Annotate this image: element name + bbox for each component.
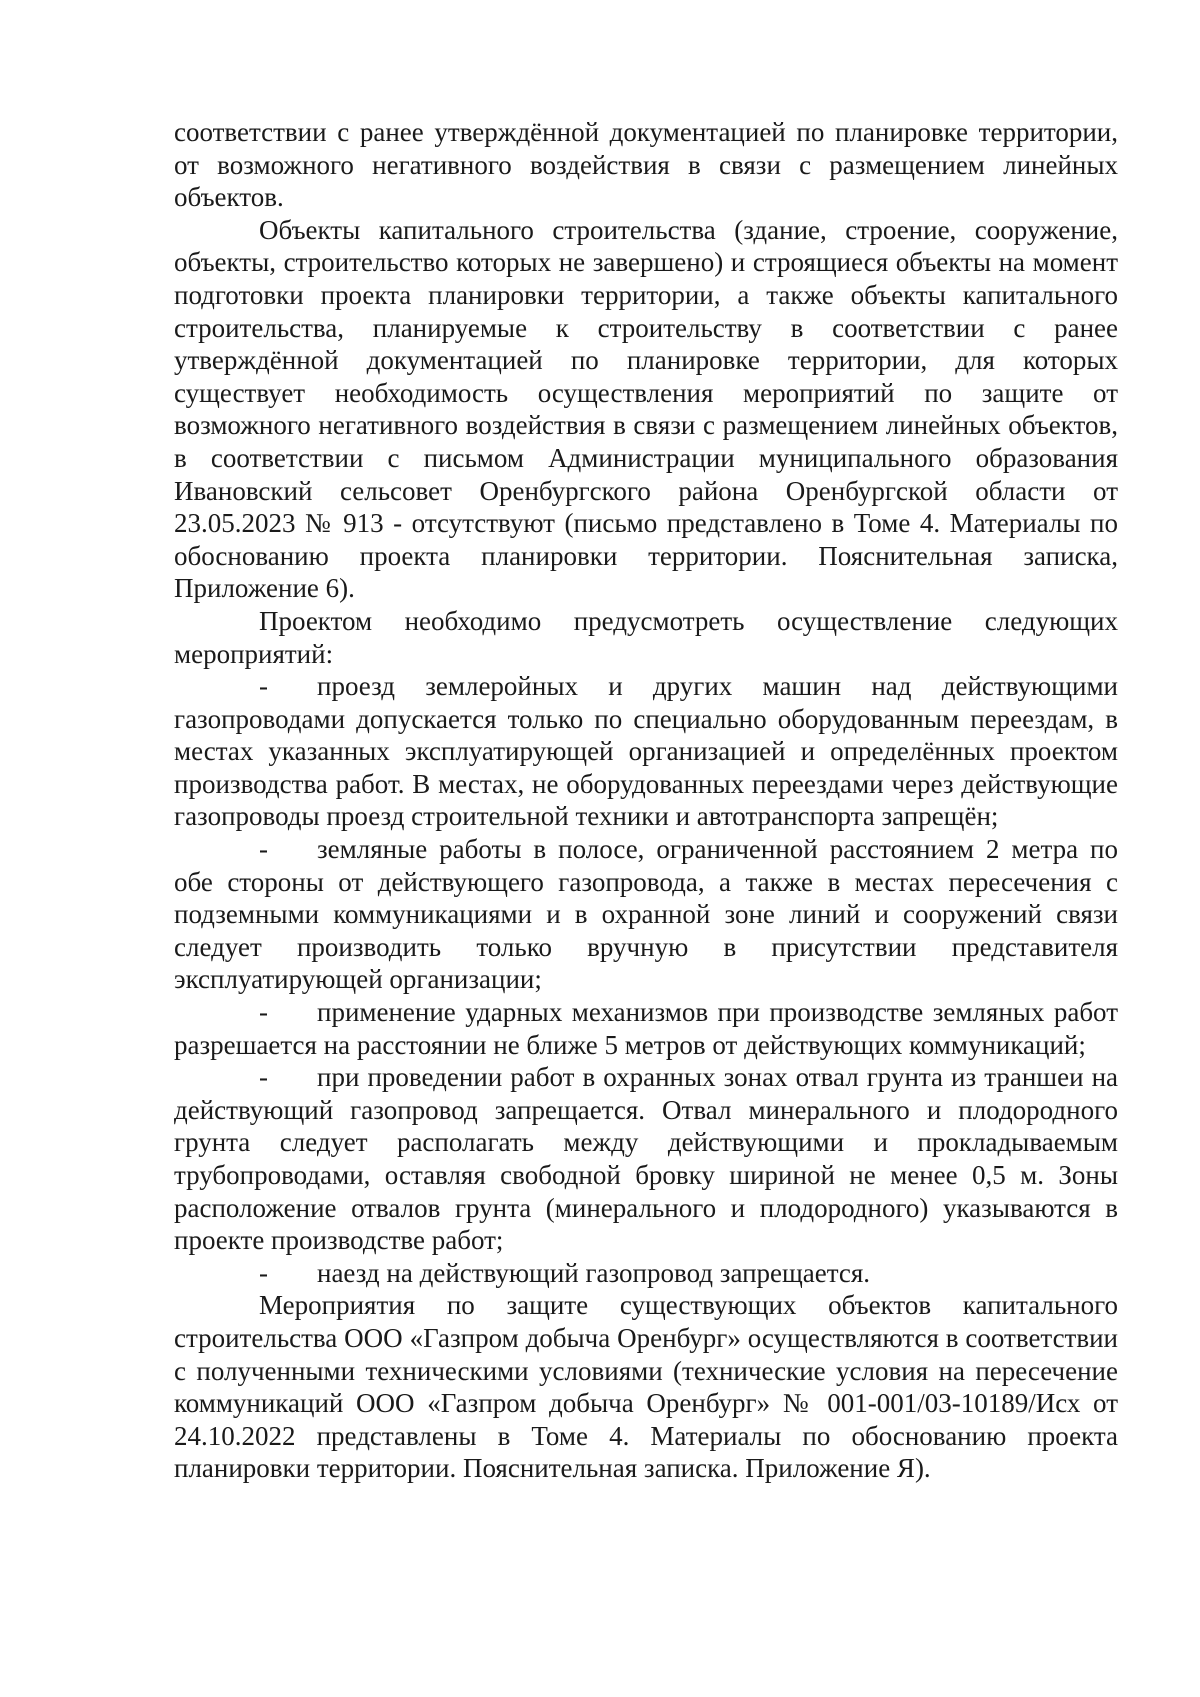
list-item xyxy=(174,996,1118,1061)
list-item xyxy=(174,670,1118,833)
paragraph-text: Проектом необходимо предусмотреть осуществление следующих мероприятий: xyxy=(174,605,1118,669)
list-marker: - xyxy=(259,997,268,1028)
list-marker: - xyxy=(259,1257,268,1288)
paragraph-text: Мероприятия по защите существующих объектов капитального строительства ООО «Газпром добыча Оренбург» осуществляются в соответствии с полученными техническими условиями (технические условия на пересечение коммуникаций ООО «Газпром добыча Оренбург» № 001-001/03-10189/Исх от 24.10.2022 представлены в Томе 4. Материалы по обоснованию проекта планировки территории. Пояснительная записка. Приложение Я). xyxy=(174,1290,1118,1484)
paragraph xyxy=(174,605,1118,670)
list-item-text: применение ударных механизмов при производстве земляных работ разрешается на расстоянии не ближе 5 метров от действующих коммуникаций; xyxy=(174,997,1118,1060)
paragraph xyxy=(174,1289,1118,1485)
paragraph-text: Объекты капитального строительства (здание, строение, сооружение, объекты, строительство которых не завершено) и строящиеся объекты на момент подготовки проекта планировки территории, а также объекты капитального строительства, планируемые к строительству в соответствии с ранее утверждённой документацией по планировке территории, для которых существует необходимость осуществления мероприятий по защите от возможного негативного воздействия в связи с размещением линейных объектов, в соответствии с письмом Администрации муниципального образования Ивановский сельсовет Оренбургского района Оренбургской области от 23.05.2023 № 913 - отсутствуют (письмо представлено в Томе 4. Материалы по обоснованию проекта планировки территории. Пояснительная записка, Приложение 6). xyxy=(174,214,1118,604)
paragraph xyxy=(174,214,1118,605)
list-marker: - xyxy=(259,834,268,865)
list-item xyxy=(174,1257,1118,1290)
list-marker: - xyxy=(259,671,268,702)
list-item xyxy=(174,1061,1118,1257)
paragraph-text: соответствии с ранее утверждённой документацией по планировке территории, от возможного негативного воздействия в связи с размещением линейных объектов. xyxy=(174,117,1118,213)
list-item-text: проезд землеройных и других машин над действующими газопроводами допускается только по специально оборудованным переездам, в местах указанных эксплуатирующей организацией и определённых проектом производства работ. В местах, не оборудованных переездами через действующие газопроводы проезд строительной техники и автотранспорта запрещён; xyxy=(174,671,1118,832)
list-marker: - xyxy=(259,1062,268,1093)
list-item-text: наезд на действующий газопровод запрещается. xyxy=(317,1257,871,1288)
list-item-text: при проведении работ в охранных зонах отвал грунта из траншеи на действующий газопровод запрещается. Отвал минерального и плодородного грунта следует располагать между действующими и прокладываемым трубопроводами, оставляя свободной бровку шириной не менее 0,5 м. Зоны расположение отвалов грунта (минерального и плодородного) указываются в проекте производстве работ; xyxy=(174,1062,1118,1256)
document-body xyxy=(174,116,1118,1485)
list-item xyxy=(174,833,1118,996)
paragraph-continuation xyxy=(174,116,1118,214)
list-item-text: земляные работы в полосе, ограниченной расстоянием 2 метра по обе стороны от действующего газопровода, а также в местах пересечения с подземными коммуникациями и в охранной зоне линий и сооружений связи следует производить только вручную в присутствии представителя эксплуатирующей организации; xyxy=(174,834,1118,995)
